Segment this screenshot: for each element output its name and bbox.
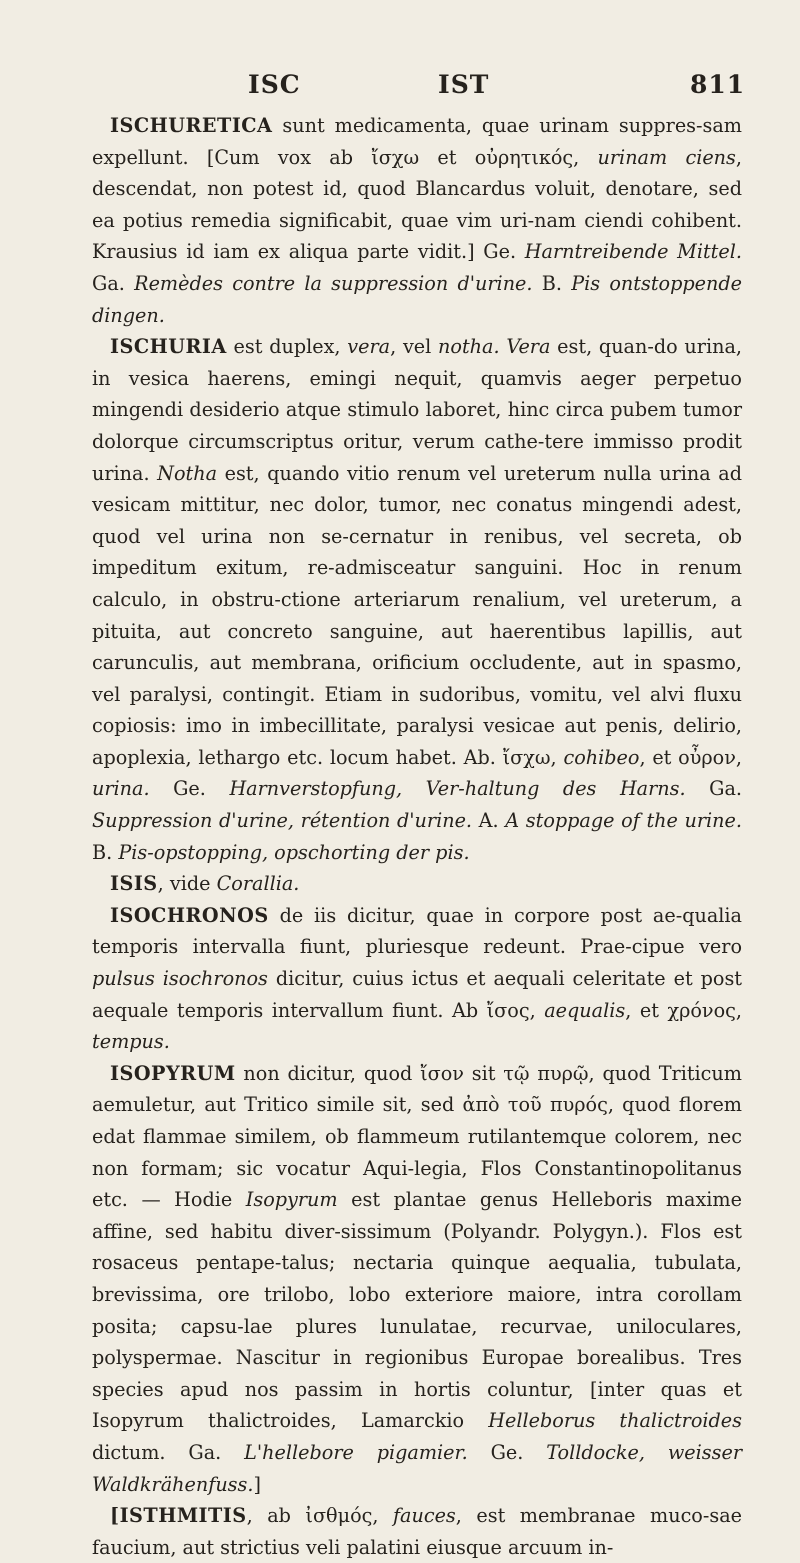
entry-headword: ISOPYRUM [110,1061,236,1085]
italic-text: Corallia. [216,872,300,896]
italic-text: Pis ontstoppende dingen. [92,271,743,327]
italic-text: Isopyrum [245,1188,338,1212]
entry-text: Ga. [685,777,742,801]
italic-text: Remèdes contre la suppression d'urine. [134,271,533,295]
header-right-guide-word: IST [438,70,490,99]
dictionary-entry [92,900,742,1058]
italic-text: tempus. [92,1030,170,1054]
page-number: 811 [690,70,746,99]
italic-text: cohibeo [563,745,640,769]
running-header [0,70,800,106]
italic-text: Suppression d'urine, rétention d'urine. [92,809,473,833]
italic-text: vera [347,335,391,359]
entry-text: , vide [157,872,217,896]
dictionary-entry [92,1058,742,1500]
entry-text: de iis dicitur, quae in corpore post ae-qualia temporis intervalla fiunt, pluriesque redeunt. Prae-cipue vero [92,903,742,959]
italic-text: Harntreibende Mittel. [524,240,742,264]
italic-text: Vera [506,335,551,359]
italic-text: pulsus isochronos [92,967,268,991]
entry-text: B. [92,840,119,864]
entry-text: A. [472,809,506,833]
italic-text: Tolldocke, weisser Waldkrähenfuss. [92,1440,743,1496]
entry-text: , est membranae muco-sae faucium, aut strictius veli palatini eiusque arcuum in- [92,1504,742,1559]
entry-text: , vel [390,335,439,359]
entry-headword: ISCHURETICA [110,114,273,137]
entry-text: , ab ἰσθμός, [246,1504,393,1528]
entry-text: dictum. Ga. [92,1440,245,1464]
dictionary-entry [92,331,742,868]
entry-text: B. [532,271,572,295]
italic-text: Notha [157,461,218,485]
entry-text: dicitur, cuius ictus et aequali celeritate et post aequale temporis intervallum fiunt. Ab ἴσος, [92,967,742,1022]
italic-text: A stoppage of the urine. [505,809,742,833]
header-left-guide-word: ISC [248,70,301,99]
entry-text: est plantae genus Helleboris maxime affine, sed habitu diver-sissimum (Polyandr. Polygyn.). Flos est rosaceus pentape-talus; nectaria quinque aequalia, tubulata, brevissima, ore trilobo, lobo exteriore maiore, intra corollam posita; capsu-lae plures lunulatae, recurvae, uniloculares, polyspermae. Nascitur in regionibus Europae borealibus. Tres species apud nos passim in hortis coluntur, [inter quas et Isopyrum thalictroides, Lamarckio [92,1188,742,1433]
entry-headword: ISCHURIA [110,335,227,359]
italic-text: urina. [92,777,150,801]
entry-headword: ISOCHRONOS [110,903,269,927]
dictionary-entry [92,110,742,331]
entry-text: est, quan-do urina, in vesica haerens, emingi nequit, quamvis aeger perpetuo mingendi desiderio atque stimulo laboret, hinc circa pubem tumor dolorque circumscriptus oritur, verum cathe-tere immisso prodit urina. [92,335,742,485]
entry-text: est, quando vitio renum vel ureterum nulla urina ad vesicam mittitur, nec dolor, tumor, nec conatus mingendi adest, quod vel urina non se-cernatur in renibus, vel secreta, ob impeditum exitum, re-admisceatur sanguini. Hoc in renum calculo, in obstru-ctione arteriarum renalium, vel ureterum, a pituita, aut concreto sanguine, aut haerentibus lapillis, aut carunculis, aut membrana, orificium occludente, aut in spasmo, vel paralysi, contingit. Etiam in sudoribus, vomitu, vel alvi fluxu copiosis: imo in imbecillitate, paralysi vesicae aut penis, delirio, apoplexia, lethargo etc. locum habet. Ab. ἴσχω, [92,461,742,769]
entry-text: Ge. [149,777,230,801]
entry-text: , descendat, non potest id, quod Blancardus voluit, denotare, sed ea potius remedia significabit, quae vim uri-nam ciendi cohibent. Krausius id iam ex aliqua parte vidit.] Ge. [92,145,742,264]
entry-text: non dicitur, quod ἴσον sit τῷ πυρῷ, quod Triticum aemuletur, aut Tritico simile sit, sed ἀπὸ τοῦ πυρός, quod florem edat flammae similem, ob flammeum rutilantemque colorem, nec non formam; sic vocatur Aqui-legia, Flos Constantinopolitanus etc. — Hodie [92,1061,742,1212]
italic-text: notha. [438,335,500,359]
italic-text: Harnverstopfung, Ver-haltung des Harns. [229,777,686,801]
italic-text: Pis-opstopping, opschorting der pis. [118,840,470,864]
entry-text: est duplex, [226,335,348,359]
dictionary-entry [92,1500,742,1563]
entry-text: ] [253,1472,261,1496]
italic-text: L'hellebore pigamier. [244,1440,468,1464]
dictionary-entry [92,868,742,900]
italic-text: Helleborus thalictroides [488,1409,743,1433]
entry-text: Ge. [467,1440,547,1464]
italic-text: urinam ciens [597,145,736,169]
entry-headword: ISIS [110,872,158,896]
italic-text: aequalis [544,998,626,1022]
italic-text: fauces [392,1504,456,1528]
entry-headword: [ISTHMITIS [110,1504,247,1528]
entry-text: Ga. [92,271,135,295]
entry-text: , et χρόνος, [625,998,742,1022]
entries-column [92,110,742,1563]
entry-text: sunt medicamenta, quae urinam suppres-sam expellunt. [Cum vox ab ἴσχω et οὐρητικός, [92,114,742,169]
entry-text: , et οὖρον, [639,745,742,769]
